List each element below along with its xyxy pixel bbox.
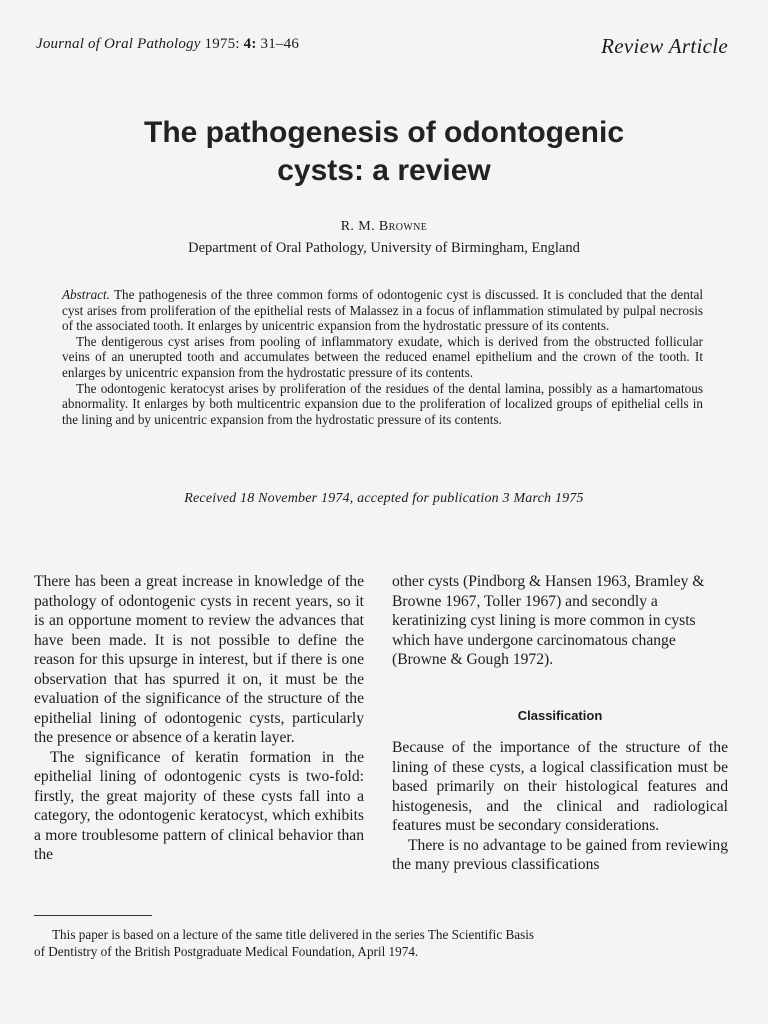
title-line-2: cysts: a review <box>277 154 491 187</box>
footnote-divider <box>34 915 152 916</box>
footnote-line-1: This paper is based on a lecture of the same title delivered in the series The Scientific Basis <box>52 927 535 942</box>
abstract-paragraph: The dentigerous cyst arises from pooling of inflammatory exudate, which is derived from the obstructed follicular veins of an unerupted tooth and accumulates between the reduced enamel epithelium and the crown of the tooth. It enlarges by unicentric expansion from the hydrostatic pressure of its contents. <box>62 333 703 380</box>
footnote <box>34 927 712 960</box>
journal-pages: 31–46 <box>260 36 300 52</box>
body-paragraph: other cysts (Pindborg & Hansen 1963, Bramley & Browne 1967, Toller 1967) and secondly a keratinizing cyst lining is more common in cysts which have undergone carcinomatous change (Browne & Gough 1972). <box>392 573 705 668</box>
article-type: Review Article <box>601 34 728 58</box>
journal-reference <box>36 36 299 53</box>
title-line-1: The pathogenesis of odontogenic <box>144 116 624 149</box>
journal-year: 1975: <box>204 36 240 52</box>
abstract-paragraph <box>62 287 703 334</box>
body-paragraph: The significance of keratin formation in the epithelial lining of odontogenic cysts is two-fold: firstly, the great majority of these cysts fall into a category, the odontogenic keratocyst, which exhibits a more troublesome pattern of clinical behavior than the <box>34 748 364 863</box>
body-paragraph: There is no advantage to be gained from reviewing the many previous classifications <box>392 836 728 873</box>
received-date-line: Received 18 November 1974, accepted for publication 3 March 1975 <box>184 491 584 506</box>
author-affiliation: Department of Oral Pathology, University of Birmingham, England <box>188 240 580 256</box>
body-paragraph: There has been a great increase in knowledge of the pathology of odontogenic cysts in recent years, so it is an opportune moment to review the advances that have been made. It is not possible to define the reason for this upsurge in interest, but if there is one observation that has spurred it on, it must be the evaluation of the significance of the structure of the epithelial lining of odontogenic cysts, particularly the presence or absence of a keratin layer. <box>34 573 364 746</box>
abstract-paragraph: The odontogenic keratocyst arises by proliferation of the residues of the dental lamina, possibly as a hamartomatous abnormality. It enlarges by both multicentric expansion due to the proliferation of localized groups of epithelial cells in the lining and by unicentric expansion from the hydrostatic pressure of its contents. <box>62 380 703 427</box>
abstract <box>62 287 703 427</box>
abstract-label: Abstract. <box>62 287 110 302</box>
author-name <box>0 219 768 235</box>
section-heading: Classification <box>517 707 603 723</box>
body-paragraph: Because of the importance of the structure of the lining of these cysts, a logical classification must be based primarily on their histological features and histogenesis, and the clinical and radiological features must be secondary considerations. <box>392 739 728 834</box>
journal-name: Journal of Oral Pathology <box>36 36 201 52</box>
page-title <box>0 114 768 190</box>
journal-volume: 4: <box>243 36 257 52</box>
author-initials: R. M. <box>340 219 375 234</box>
abstract-text-1: The pathogenesis of the three common forms of odontogenic cyst is discussed. It is concluded that the dental cyst arises from proliferation of the epithelial rests of Malassez in a focus of inflammation stimulated by pulpal necrosis of the associated tooth. It enlarges by unicentric expansion from the hydrostatic pressure of its contents. <box>62 287 704 334</box>
body-column-right <box>392 572 728 875</box>
author-surname: Browne <box>378 219 428 234</box>
body-column-left <box>34 572 364 865</box>
footnote-line-2: of Dentistry of the British Postgraduate Medical Foundation, April 1974. <box>34 943 419 959</box>
